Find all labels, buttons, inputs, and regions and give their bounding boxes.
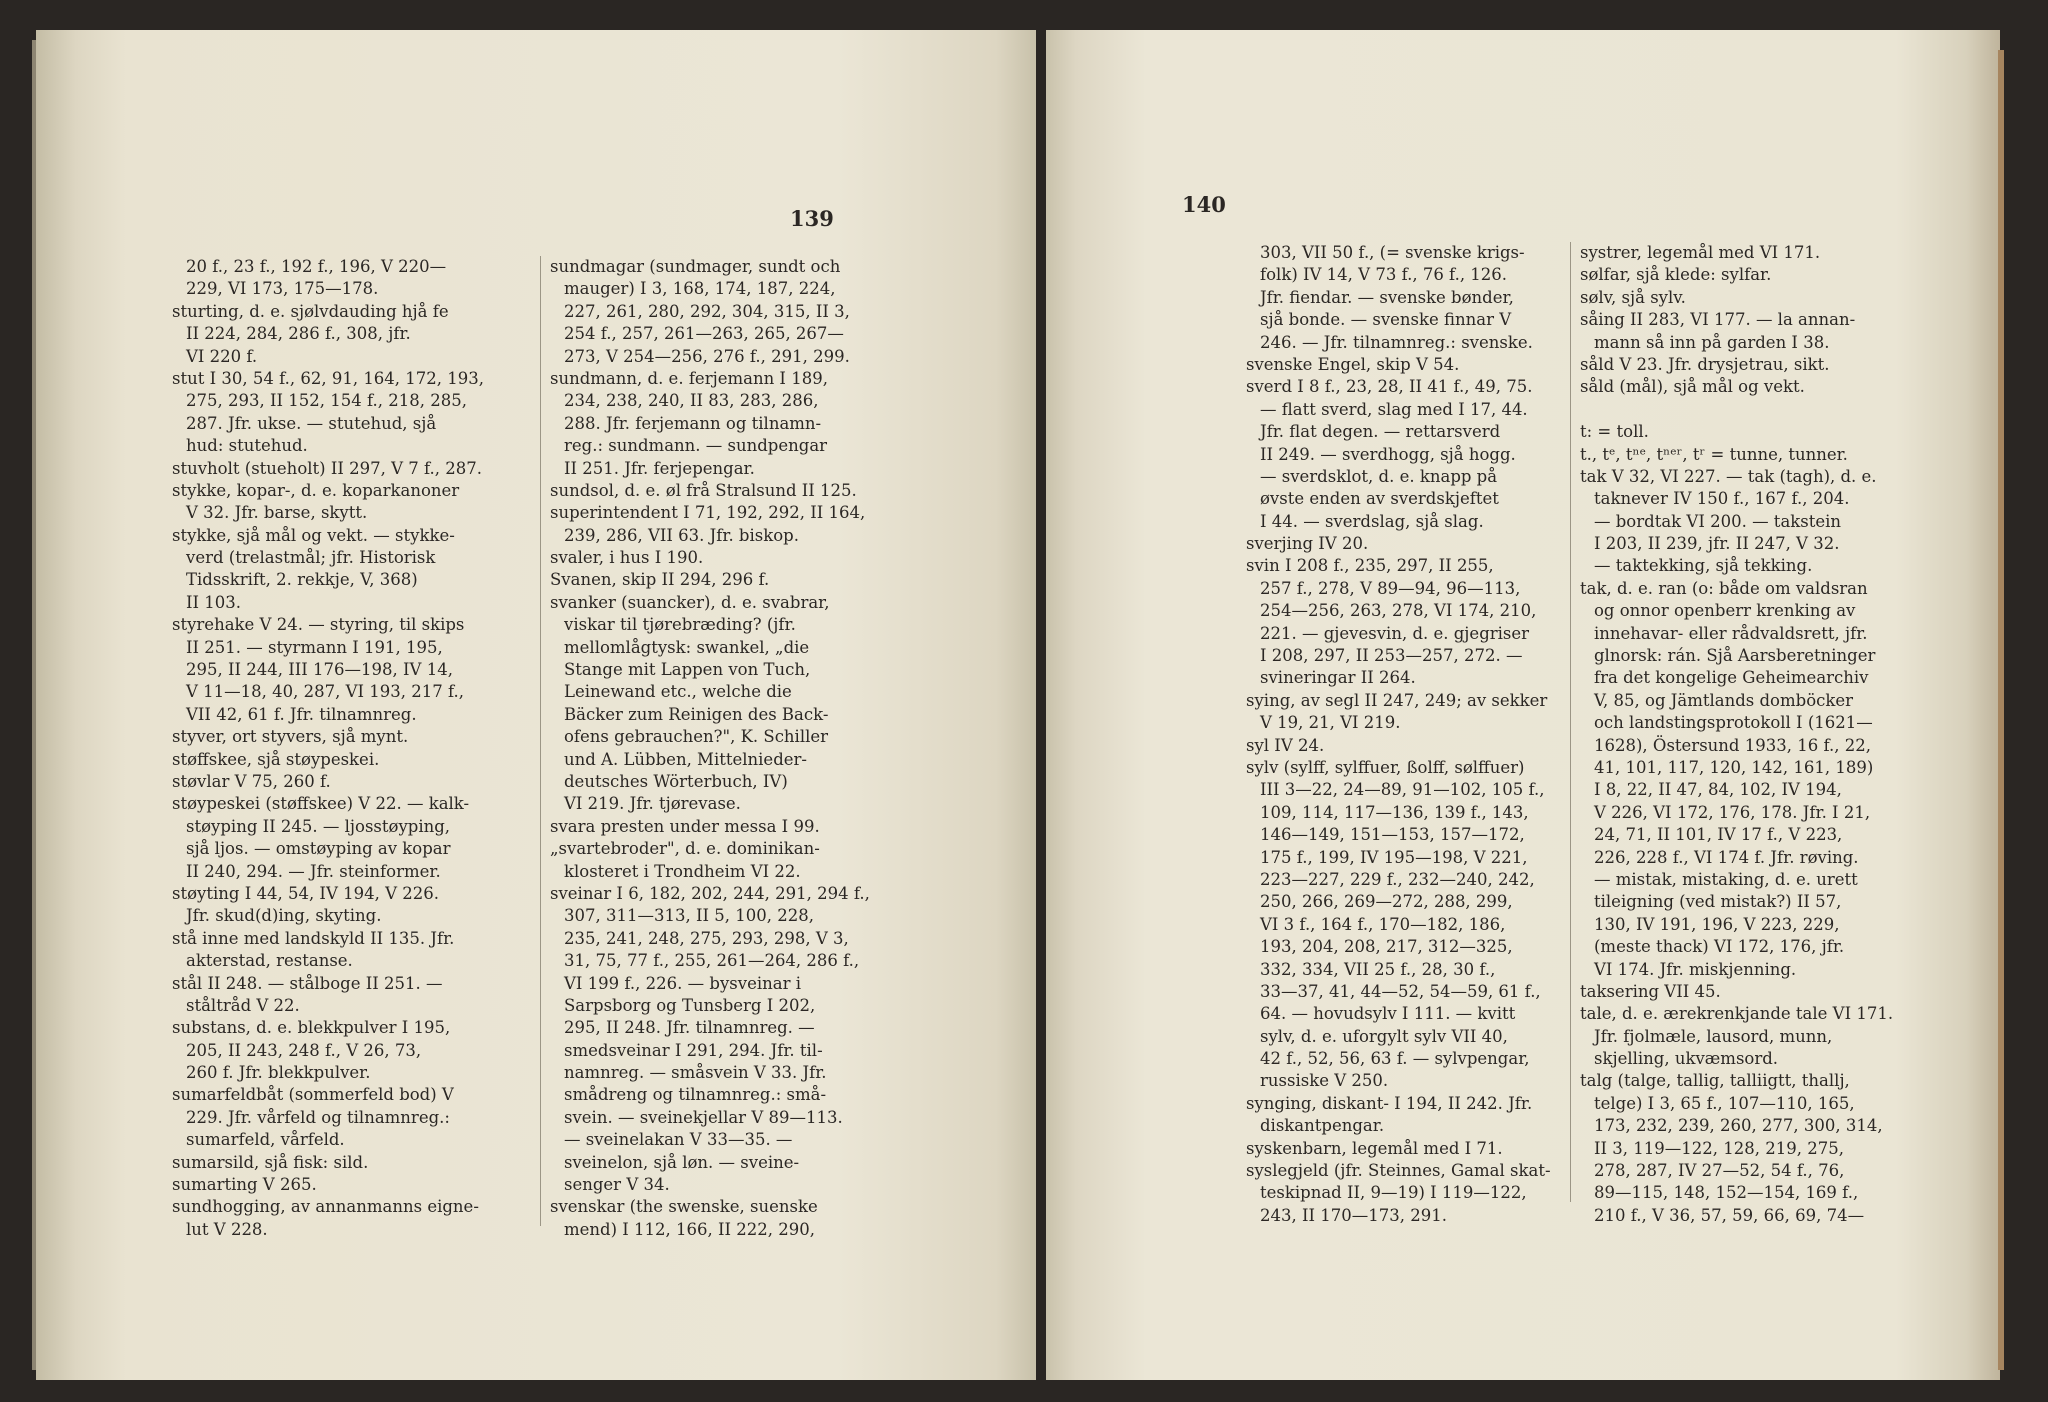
index-line: sumarsild, sjå fisk: sild. <box>172 1152 369 1172</box>
index-line: tak V 32, VI 227. — tak (tagh), d. e. <box>1580 466 1877 486</box>
index-line: taknever IV 150 f., 167 f., 204. <box>1594 489 1850 509</box>
index-line: svaler, i hus I 190. <box>550 548 704 568</box>
index-line: stå inne med landskyld II 135. Jfr. <box>172 928 455 948</box>
index-line: 33—37, 41, 44—52, 54—59, 61 f., <box>1260 981 1541 1001</box>
index-line: sylv (sylff, sylffuer, ßolff, sølffuer) <box>1246 757 1525 777</box>
index-line: sveinelon, sjå løn. — sveine- <box>564 1152 800 1172</box>
index-line: 89—115, 148, 152—154, 169 f., <box>1594 1183 1859 1203</box>
index-line: 221. — gjevesvin, d. e. gjegriser <box>1260 623 1530 643</box>
index-line: støvlar V 75, 260 f. <box>172 771 331 791</box>
index-line: — taktekking, sjå tekking. <box>1594 556 1813 576</box>
index-line: akterstad, restanse. <box>186 951 353 971</box>
index-line: 226, 228 f., VI 174 f. Jfr. røving. <box>1594 847 1859 867</box>
index-line: stykke, kopar-, d. e. koparkanoner <box>172 480 460 500</box>
index-line: mend) I 112, 166, II 222, 290, <box>564 1219 816 1239</box>
index-line: telge) I 3, 65 f., 107—110, 165, <box>1594 1093 1855 1113</box>
index-line: I 8, 22, II 47, 84, 102, IV 194, <box>1594 780 1842 800</box>
index-line: II 224, 284, 286 f., 308, jfr. <box>186 324 411 344</box>
index-line: I 203, II 239, jfr. II 247, V 32. <box>1594 534 1840 554</box>
index-line: och landstingsprotokoll I (1621— <box>1594 713 1873 733</box>
index-line: 130, IV 191, 196, V 223, 229, <box>1594 914 1840 934</box>
index-line: VI 199 f., 226. — bysveinar i <box>564 973 801 993</box>
index-line: mann så inn på garden I 38. <box>1594 332 1830 352</box>
right-page-column-2 <box>1580 242 1920 1227</box>
index-line: 234, 238, 240, II 83, 283, 286, <box>564 391 819 411</box>
index-line: 254 f., 257, 261—263, 265, 267— <box>564 324 844 344</box>
index-line: hud: stutehud. <box>186 436 308 456</box>
index-line: svara presten under messa I 99. <box>550 816 820 836</box>
index-line: Jfr. skud(d)ing, skyting. <box>186 906 382 926</box>
index-line: 42 f., 52, 56, 63 f. — sylvpengar, <box>1260 1049 1530 1069</box>
index-line: 239, 286, VII 63. Jfr. biskop. <box>564 525 799 545</box>
index-line: Tidsskrift, 2. rekkje, V, 368) <box>186 570 418 590</box>
index-line: diskantpengar. <box>1260 1116 1385 1136</box>
index-line: II 3, 119—122, 128, 219, 275, <box>1594 1138 1844 1158</box>
page-number: 139 <box>790 206 834 231</box>
index-line: — sverdsklot, d. e. knapp på <box>1260 466 1498 486</box>
index-line: sturting, d. e. sjølvdauding hjå fe <box>172 301 449 321</box>
index-line: såing II 283, VI 177. — la annan- <box>1580 310 1856 330</box>
index-line: ofens gebrauchen?", K. Schiller <box>564 727 829 747</box>
index-line: tale, d. e. ærekrenkjande tale VI 171. <box>1580 1004 1894 1024</box>
index-line: senger V 34. <box>564 1175 670 1195</box>
index-line: deutsches Wörterbuch, IV) <box>564 771 788 791</box>
index-line: sjå bonde. — svenske finnar V <box>1260 310 1512 330</box>
index-line: 295, II 244, III 176—198, IV 14, <box>186 660 453 680</box>
index-line: II 251. Jfr. ferjepengar. <box>564 458 755 478</box>
index-line: III 3—22, 24—89, 91—102, 105 f., <box>1260 780 1545 800</box>
right-page <box>1046 30 2000 1380</box>
index-line: 24, 71, II 101, IV 17 f., V 223, <box>1594 825 1843 845</box>
index-line: klosteret i Trondheim VI 22. <box>564 861 801 881</box>
column-rule <box>540 256 541 1226</box>
index-line: 278, 287, IV 27—52, 54 f., 76, <box>1594 1161 1845 1181</box>
index-line: 235, 241, 248, 275, 293, 298, V 3, <box>564 928 849 948</box>
index-line: stuvholt (stueholt) II 297, V 7 f., 287. <box>172 458 482 478</box>
index-line: sveinar I 6, 182, 202, 244, 291, 294 f., <box>550 883 870 903</box>
index-line: 257 f., 278, V 89—94, 96—113, <box>1260 578 1521 598</box>
index-line: superintendent I 71, 192, 292, II 164, <box>550 503 866 523</box>
index-line: teskipnad II, 9—19) I 119—122, <box>1260 1183 1527 1203</box>
index-line: sumarfeldbåt (sommerfeld bod) V <box>172 1085 454 1105</box>
index-line: 210 f., V 36, 57, 59, 66, 69, 74— <box>1594 1205 1865 1225</box>
index-line: — flatt sverd, slag med I 17, 44. <box>1260 399 1528 419</box>
index-line: V 19, 21, VI 219. <box>1260 713 1401 733</box>
index-line: sundhogging, av annanmanns eigne- <box>172 1197 479 1217</box>
index-line: 243, II 170—173, 291. <box>1260 1205 1447 1225</box>
index-line: 254—256, 263, 278, VI 174, 210, <box>1260 601 1537 621</box>
index-line: 229, VI 173, 175—178. <box>186 279 379 299</box>
index-line: VI 219. Jfr. tjørevase. <box>564 794 741 814</box>
index-line: svenskar (the swenske, suenske <box>550 1197 818 1217</box>
index-line <box>1580 399 1920 421</box>
index-line: II 251. — styrmann I 191, 195, <box>186 637 443 657</box>
index-line: mellomlågtysk: swankel, „die <box>564 637 810 657</box>
index-line: såld (mål), sjå mål og vekt. <box>1580 377 1805 397</box>
index-line: sumarfeld, vårfeld. <box>186 1130 345 1150</box>
index-line: Svanen, skip II 294, 296 f. <box>550 570 770 590</box>
index-line: 303, VII 50 f., (= svenske krigs- <box>1260 243 1525 262</box>
index-line: und A. Lübben, Mittelnieder- <box>564 749 807 769</box>
index-line: I 44. — sverdslag, sjå slag. <box>1260 511 1484 531</box>
index-line: smedsveinar I 291, 294. Jfr. til- <box>564 1040 823 1060</box>
index-line: og onnor openberr krenking av <box>1594 601 1856 621</box>
index-line: sølv, sjå sylv. <box>1580 287 1686 307</box>
page-number: 140 <box>1182 192 1226 217</box>
index-line: støyping II 245. — ljosstøyping, <box>186 816 451 836</box>
index-line: — bordtak VI 200. — takstein <box>1594 511 1842 531</box>
index-line: tileigning (ved mistak?) II 57, <box>1594 892 1842 912</box>
left-page <box>36 30 1036 1380</box>
index-line: sumarting V 265. <box>172 1175 317 1195</box>
index-line: 260 f. Jfr. blekkpulver. <box>186 1063 371 1083</box>
index-line: styver, ort styvers, sjå mynt. <box>172 727 409 747</box>
index-line: II 240, 294. — Jfr. steinformer. <box>186 861 441 881</box>
index-line: II 103. <box>186 592 242 612</box>
index-line: svanker (suancker), d. e. svabrar, <box>550 592 830 612</box>
index-line: V 11—18, 40, 287, VI 193, 217 f., <box>186 682 465 702</box>
index-line: V 32. Jfr. barse, skytt. <box>186 503 368 523</box>
index-line: 175 f., 199, IV 195—198, V 221, <box>1260 847 1528 867</box>
index-line: smådreng og tilnamnreg.: små- <box>564 1085 827 1105</box>
index-line: sying, av segl II 247, 249; av sekker <box>1246 690 1548 710</box>
index-line: svein. — sveinekjellar V 89—113. <box>564 1107 843 1127</box>
index-line: 205, II 243, 248 f., V 26, 73, <box>186 1040 422 1060</box>
index-line: tak, d. e. ran (o: både om valdsran <box>1580 578 1868 598</box>
index-line: reg.: sundmann. — sundpengar <box>564 436 828 456</box>
index-line: sundmann, d. e. ferjemann I 189, <box>550 368 828 388</box>
index-line: støypeskei (støffskee) V 22. — kalk- <box>172 794 470 814</box>
index-line: stut I 30, 54 f., 62, 91, 164, 172, 193, <box>172 368 485 388</box>
index-line: 223—227, 229 f., 232—240, 242, <box>1260 869 1535 889</box>
index-line: Sarpsborg og Tunsberg I 202, <box>564 995 816 1015</box>
index-line: synging, diskant- I 194, II 242. Jfr. <box>1246 1093 1533 1113</box>
index-line: 250, 266, 269—272, 288, 299, <box>1260 892 1513 912</box>
index-line: øvste enden av sverdskjeftet <box>1260 489 1499 509</box>
index-line: 64. — hovudsylv I 111. — kvitt <box>1260 1004 1516 1024</box>
right-page-column-1 <box>1246 242 1564 1227</box>
right-page-edge <box>1998 50 2004 1370</box>
index-line: syslegjeld (jfr. Steinnes, Gamal skat- <box>1246 1161 1551 1181</box>
index-line: Stange mit Lappen von Tuch, <box>564 660 811 680</box>
book-spread <box>36 30 2000 1380</box>
index-line: 41, 101, 117, 120, 142, 161, 189) <box>1594 757 1874 777</box>
index-line: Leinewand etc., welche die <box>564 682 792 702</box>
left-page-column-2 <box>550 256 906 1241</box>
index-line: svin I 208 f., 235, 297, II 255, <box>1246 556 1494 576</box>
index-line: taksering VII 45. <box>1580 981 1721 1001</box>
index-line: sylv, d. e. uforgylt sylv VII 40, <box>1260 1026 1508 1046</box>
index-line: VI 220 f. <box>186 346 258 366</box>
index-line: 109, 114, 117—136, 139 f., 143, <box>1260 802 1529 822</box>
index-line: systrer, legemål med VI 171. <box>1580 243 1821 262</box>
index-line: Jfr. fjolmæle, lausord, munn, <box>1594 1026 1833 1046</box>
index-line: VI 174. Jfr. miskjenning. <box>1594 959 1797 979</box>
index-line: russiske V 250. <box>1260 1071 1389 1091</box>
index-line: t: = toll. <box>1580 422 1649 442</box>
index-line: lut V 228. <box>186 1219 268 1239</box>
index-line: V 226, VI 172, 176, 178. Jfr. I 21, <box>1594 802 1871 822</box>
index-line: 246. — Jfr. tilnamnreg.: svenske. <box>1260 332 1533 352</box>
index-line: talg (talge, tallig, talliigtt, thallj, <box>1580 1071 1850 1091</box>
index-line: sverd I 8 f., 23, 28, II 41 f., 49, 75. <box>1246 377 1533 397</box>
index-line: svenske Engel, skip V 54. <box>1246 354 1460 374</box>
index-line: glnorsk: rán. Sjå Aarsberetninger <box>1594 646 1876 666</box>
index-line: 146—149, 151—153, 157—172, <box>1260 825 1525 845</box>
index-line: syskenbarn, legemål med I 71. <box>1246 1138 1503 1158</box>
index-line: stykke, sjå mål og vekt. — stykke- <box>172 525 455 545</box>
index-line: sjå ljos. — omstøyping av kopar <box>186 839 451 859</box>
index-line: syl IV 24. <box>1246 735 1325 755</box>
index-line: ståltråd V 22. <box>186 995 300 1015</box>
index-line: svineringar II 264. <box>1260 668 1416 688</box>
index-line: 307, 311—313, II 5, 100, 228, <box>564 906 814 926</box>
index-line: 287. Jfr. ukse. — stutehud, sjå <box>186 413 437 433</box>
index-line: 227, 261, 280, 292, 304, 315, II 3, <box>564 301 850 321</box>
index-line: sundsol, d. e. øl frå Stralsund II 125. <box>550 480 857 500</box>
index-line: (meste thack) VI 172, 176, jfr. <box>1594 937 1845 957</box>
index-line: namnreg. — småsvein V 33. Jfr. <box>564 1063 827 1083</box>
index-line: 20 f., 23 f., 192 f., 196, V 220— <box>186 257 447 276</box>
index-line: — mistak, mistaking, d. e. urett <box>1594 869 1858 889</box>
index-line: — sveinelakan V 33—35. — <box>564 1130 793 1150</box>
index-line: såld V 23. Jfr. drysjetrau, sikt. <box>1580 354 1830 374</box>
index-line: 173, 232, 239, 260, 277, 300, 314, <box>1594 1116 1883 1136</box>
index-line: I 208, 297, II 253—257, 272. — <box>1260 646 1523 666</box>
index-line: verd (trelastmål; jfr. Historisk <box>186 548 436 568</box>
index-line: styrehake V 24. — styring, til skips <box>172 615 465 635</box>
index-line: Bäcker zum Reinigen des Back- <box>564 704 829 724</box>
index-line: støffskee, sjå støypeskei. <box>172 749 380 769</box>
column-rule <box>1570 242 1571 1202</box>
index-line: 229. Jfr. vårfeld og tilnamnreg.: <box>186 1107 450 1127</box>
index-line: V, 85, og Jämtlands domböcker <box>1594 690 1854 710</box>
index-line: VII 42, 61 f. Jfr. tilnamnreg. <box>186 704 417 724</box>
index-line: skjelling, ukvæmsord. <box>1594 1049 1779 1069</box>
index-line: fra det kongelige Geheimearchiv <box>1594 668 1869 688</box>
index-line: Jfr. flat degen. — rettarsverd <box>1260 422 1501 442</box>
index-line: viskar til tjørebræding? (jfr. <box>564 615 796 635</box>
index-line: 275, 293, II 152, 154 f., 218, 285, <box>186 391 467 411</box>
index-line: innehavar- eller rådvaldsrett, jfr. <box>1594 623 1868 643</box>
index-line: sølfar, sjå klede: sylfar. <box>1580 265 1772 285</box>
index-line: II 249. — sverdhogg, sjå hogg. <box>1260 444 1516 464</box>
index-line: 193, 204, 208, 217, 312—325, <box>1260 937 1513 957</box>
index-line: 295, II 248. Jfr. tilnamnreg. — <box>564 1018 815 1038</box>
index-line: t., tᵉ, tⁿᵉ, tⁿᵉʳ, tʳ = tunne, tunner. <box>1580 444 1848 464</box>
index-line: folk) IV 14, V 73 f., 76 f., 126. <box>1260 265 1508 285</box>
index-line: sverjing IV 20. <box>1246 534 1369 554</box>
index-line: 332, 334, VII 25 f., 28, 30 f., <box>1260 959 1496 979</box>
index-line: VI 3 f., 164 f., 170—182, 186, <box>1260 914 1506 934</box>
left-page-column-1 <box>172 256 528 1241</box>
index-line: Jfr. fiendar. — svenske bønder, <box>1260 287 1514 307</box>
index-line: mauger) I 3, 168, 174, 187, 224, <box>564 279 836 299</box>
index-line: 1628), Östersund 1933, 16 f., 22, <box>1594 735 1871 755</box>
index-line: stål II 248. — stålboge II 251. — <box>172 973 443 993</box>
index-line: støyting I 44, 54, IV 194, V 226. <box>172 883 439 903</box>
index-line: substans, d. e. blekkpulver I 195, <box>172 1018 451 1038</box>
index-line: 288. Jfr. ferjemann og tilnamn- <box>564 413 822 433</box>
index-line: „svartebroder", d. e. dominikan- <box>550 839 820 859</box>
index-line: sundmagar (sundmager, sundt och <box>550 257 841 276</box>
index-line: 31, 75, 77 f., 255, 261—264, 286 f., <box>564 951 860 971</box>
index-line: 273, V 254—256, 276 f., 291, 299. <box>564 346 850 366</box>
